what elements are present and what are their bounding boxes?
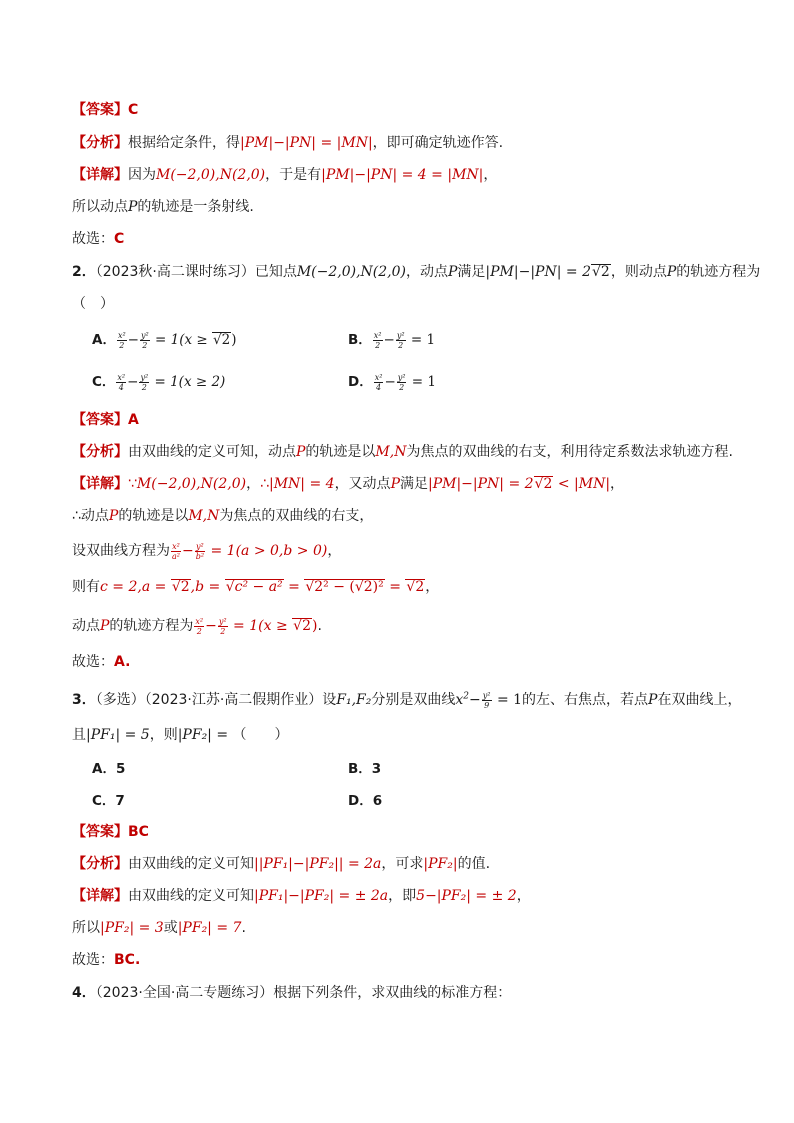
fraction-x2-over-2: $\frac{\text{x²}}{2}$	[373, 330, 382, 350]
option-label: C．	[92, 793, 116, 809]
sqrt: √2² − (√2)²	[305, 579, 384, 595]
fraction-y2-over-9: $\frac{\text{y²}}{9}$	[482, 690, 491, 710]
q2-detail-text-5: ，	[610, 476, 625, 492]
q3-line2-or: 或	[163, 920, 178, 936]
option-label: C．	[92, 374, 116, 390]
q1-choice-line	[72, 229, 124, 249]
q3-answer: BC	[128, 824, 149, 840]
q1-answer: C	[128, 102, 139, 118]
q2-line2-text-3: 为焦点的双曲线的右支，	[219, 508, 374, 524]
therefore-symbol: ∴	[260, 476, 269, 492]
q3-stem2-pf2: |PF₂| =	[177, 727, 233, 743]
q4-number: 4．	[72, 985, 96, 1001]
q3-stem2-text: 且	[72, 727, 86, 743]
q4-stem-line	[72, 983, 511, 1003]
q2-detail-points: M(−2,0),N(2,0)	[136, 476, 247, 492]
q1-analysis-text: 根据给定条件，得	[128, 135, 240, 151]
q4-source: （2023·全国·高二专题练习）	[95, 985, 274, 1001]
q2-stem-sqrt: √2	[591, 264, 610, 280]
q2-stem-p: P	[448, 264, 458, 280]
fraction-x2-over-2: $\frac{\text{x²}}{2}$	[195, 616, 204, 636]
q2-stem-text: 已知点	[254, 264, 297, 280]
answer-tag: 【答案】	[72, 824, 128, 840]
q2-option-d: D． $\frac{\text{x²}}{4}$ − $\frac{\text{y²}}{2}$ = 1	[348, 372, 436, 392]
q2-line5-text-2: 的轨迹方程为	[109, 618, 194, 634]
fraction-y2-over-2: $\frac{\text{y²}}{2}$	[140, 330, 149, 350]
q3-line2-b: |PF₂| = 7	[177, 920, 242, 936]
q2-line4-b: ,b =	[190, 579, 225, 595]
q2-detail-line	[72, 474, 624, 494]
answer-tag: 【答案】	[72, 102, 128, 118]
q3-stem-line-2	[72, 725, 289, 745]
q4-stem: 根据下列条件，求双曲线的标准方程：	[273, 985, 512, 1001]
q2-stem-formula: |PM|−|PN| = 2	[485, 264, 591, 280]
q2-stem-text-3: 满足	[457, 264, 486, 280]
analysis-tag: 【分析】	[72, 856, 128, 872]
q2-detail-text-4: 满足	[399, 476, 428, 492]
q3-option-a	[92, 759, 125, 779]
q2-line5-p: P	[100, 618, 110, 634]
analysis-tag: 【分析】	[72, 444, 128, 460]
q1-conclusion-var: P	[128, 199, 138, 215]
q2-choice-line	[72, 652, 130, 672]
option-value: 6	[372, 793, 383, 809]
sqrt: √c² − a²	[225, 579, 283, 595]
q2-option-b-eq: = 1	[406, 332, 436, 348]
q2-line5-period: .	[317, 618, 322, 634]
q3-detail-formula2: 5−|PF₂| = ± 2	[416, 888, 517, 904]
q1-detail-text: 因为	[128, 167, 156, 183]
q3-analysis-pf2: |PF₂|	[423, 856, 458, 872]
fraction-x2-over-4: $\frac{\text{x²}}{4}$	[374, 372, 383, 392]
q2-line2-text-2: 的轨迹是以	[118, 508, 189, 524]
fraction-y2-over-2: $\frac{\text{y²}}{2}$	[397, 372, 406, 392]
q3-number: 3．	[72, 692, 96, 708]
q2-answer: A	[128, 412, 139, 428]
q2-detail-formula: |PM|−|PN| = 2	[427, 476, 534, 492]
fraction-y2-over-2: $\frac{\text{y²}}{2}$	[396, 330, 405, 350]
q3-choice-line	[72, 950, 140, 970]
q3-option-b	[348, 759, 381, 779]
fraction-y2-over-b2: $\frac{\text{y²}}{\text{b²}}$	[195, 541, 205, 561]
answer-tag: 【答案】	[72, 412, 128, 428]
q1-conclusion-line	[72, 197, 254, 217]
q2-detail-text-3: ，又动点	[334, 476, 391, 492]
q3-stem-text-4: 在双曲线上，	[657, 692, 742, 708]
q2-detail-line-2	[72, 506, 373, 526]
q2-stem-points: M(−2,0),N(2,0)	[296, 264, 406, 280]
q3-analysis-line	[72, 854, 490, 874]
sqrt: √2	[293, 618, 311, 634]
q3-stem-eq-end: = 1	[492, 692, 523, 708]
q3-analysis-text-3: 的值.	[457, 856, 491, 872]
q2-line3-sep: ，	[327, 543, 342, 559]
q2-detail-line-5: 动点P的轨迹方程为 $\frac{\text{x²}}{2}$ − $\frac{\text{y²}}{2}$ = 1(x ≥ √2).	[72, 616, 322, 636]
sqrt-value: 2² − (√2)²	[314, 579, 384, 595]
sqrt-value: 2	[415, 579, 425, 595]
q2-analysis-text-2: 的轨迹是以	[305, 444, 376, 460]
fraction-y2-over-2: $\frac{\text{y²}}{2}$	[218, 616, 227, 636]
fraction-y2-over-2: $\frac{\text{y²}}{2}$	[140, 372, 149, 392]
q1-detail-points: M(−2,0),N(2,0)	[156, 167, 266, 183]
detail-tag: 【详解】	[72, 888, 128, 904]
q2-option-a-end: )	[231, 332, 237, 348]
q3-detail-sep: ，	[516, 888, 531, 904]
q2-detail-p: P	[390, 476, 400, 492]
q3-line2-text: 所以	[72, 920, 100, 936]
fraction-x2-over-4: $\frac{\text{x²}}{4}$	[117, 372, 126, 392]
q2-analysis-text: 由双曲线的定义可知，动点	[128, 444, 296, 460]
sqrt-value: c² − a²	[234, 579, 283, 595]
q2-line4-c: c = 2,a =	[100, 579, 171, 595]
option-label: B．	[348, 332, 372, 348]
option-value: 5	[115, 761, 126, 777]
q2-option-a: A． $\frac{\text{x²}}{2}$ − $\frac{\text{y²}}{2}$ = 1(x ≥ √2)	[92, 330, 237, 350]
sqrt: √2	[534, 476, 553, 492]
q2-source: （2023秋·高二课时练习）	[95, 264, 255, 280]
q3-stem-text-3: 的左、右焦点，若点	[522, 692, 649, 708]
q2-line4-text: 则有	[72, 579, 100, 595]
q2-line2-text: ∴动点	[72, 508, 109, 524]
q2-detail-formula-end: < |MN|	[553, 476, 611, 492]
q2-stem-p2: P	[666, 264, 677, 280]
choice-label: 故选：	[72, 231, 114, 247]
q3-detail-text-2: ，即	[388, 888, 417, 904]
q2-stem-text-5: 的轨迹方程为	[676, 264, 761, 280]
q2-analysis-text-3: 为焦点的双曲线的右支，利用待定系数法求轨迹方程.	[406, 444, 733, 460]
q3-stem2-pf1: |PF₁| = 5	[86, 727, 150, 743]
q2-number: 2．	[72, 264, 96, 280]
q2-option-b: B． $\frac{\text{x²}}{2}$ − $\frac{\text{y²}}{2}$ = 1	[348, 330, 436, 350]
option-label: A．	[92, 761, 116, 777]
q2-analysis-mn: M,N	[375, 444, 407, 460]
q3-detail-line-2	[72, 918, 246, 938]
q2-line5-end: )	[311, 618, 318, 634]
sqrt: √2	[406, 579, 425, 595]
sqrt: √2	[212, 332, 231, 348]
q2-line2-mn: M,N	[188, 508, 220, 524]
detail-tag: 【详解】	[72, 167, 128, 183]
option-value: 3	[371, 761, 382, 777]
q3-stem-foci: F₁,F₂	[336, 692, 372, 708]
q3-stem-text-2: 分别是双曲线	[371, 692, 456, 708]
q2-detail-line-4	[72, 577, 439, 597]
analysis-tag: 【分析】	[72, 135, 128, 151]
option-label: B．	[348, 761, 372, 777]
q2-line3-text: 设双曲线方程为	[72, 543, 170, 559]
q2-line4-eq2: =	[384, 579, 406, 595]
q3-analysis-text-2: ，可求	[381, 856, 424, 872]
q2-blank-line	[72, 294, 114, 314]
option-value: 7	[115, 793, 125, 809]
choice-label: 故选：	[72, 654, 114, 670]
q3-multi: （多选）	[95, 692, 145, 708]
q2-detail-line-3: 设双曲线方程为 $\frac{\text{x²}}{\text{a²}}$ − $\frac{\text{y²}}{\text{b²}}$ = 1(a > 0,b > 0)，	[72, 541, 342, 561]
q1-answer-line	[72, 100, 138, 120]
q3-detail-line	[72, 886, 531, 906]
q3-source: （2023·江苏·高二假期作业）	[144, 692, 323, 708]
q3-detail-formula: |PF₁|−|PF₂| = ± 2a	[254, 888, 389, 904]
q2-detail-sep: ，	[246, 476, 261, 492]
q1-conclusion-text: 所以动点	[72, 199, 128, 215]
q2-analysis-line	[72, 442, 733, 462]
q3-stem-text: 设	[322, 692, 337, 708]
q2-detail-mn: |MN| = 4	[269, 476, 335, 492]
q1-analysis-text-end: ，即可确定轨迹作答.	[372, 135, 504, 151]
q2-blank: （ ）	[72, 296, 114, 312]
q1-choice: C	[114, 231, 125, 247]
option-label: A．	[92, 332, 116, 348]
because-symbol: ∵	[128, 476, 137, 492]
q1-analysis-line	[72, 133, 503, 153]
q1-analysis-formula: |PM|−|PN| = |MN|	[240, 135, 373, 151]
fraction-x2-over-2: $\frac{\text{x²}}{2}$	[117, 330, 126, 350]
q2-stem-line	[72, 262, 760, 282]
q2-line3-cond: = 1(a > 0,b > 0)	[206, 543, 328, 559]
q2-line4-eq: =	[283, 579, 305, 595]
q3-analysis-text: 由双曲线的定义可知	[128, 856, 254, 872]
q3-stem-p: P	[648, 692, 658, 708]
q2-option-c: C． $\frac{\text{x²}}{4}$ − $\frac{\text{y²}}{2}$ = 1(x ≥ 2)	[92, 372, 226, 392]
q2-stem-sqrt-value: 2	[600, 264, 610, 280]
q2-line4-sep: ，	[425, 579, 440, 595]
q1-detail-text-mid: ，于是有	[265, 167, 322, 183]
q2-choice: A.	[114, 654, 131, 670]
q3-option-d	[348, 791, 382, 811]
option-label: D．	[348, 793, 373, 809]
detail-tag: 【详解】	[72, 476, 128, 492]
q1-detail-line	[72, 165, 497, 185]
q1-detail-formula: |PM|−|PN| = 4 = |MN|	[321, 167, 484, 183]
q2-line5-text: 动点	[72, 618, 100, 634]
q2-option-a-cond: = 1(x ≥	[150, 332, 212, 348]
sqrt-value: 2	[543, 476, 553, 492]
q3-line2-a: |PF₂| = 3	[100, 920, 164, 936]
q2-line5-cond: = 1(x ≥	[228, 618, 293, 634]
q1-detail-text-end: ，	[483, 167, 498, 183]
sqrt: √2	[171, 579, 190, 595]
choice-label: 故选：	[72, 952, 114, 968]
q3-choice: BC.	[114, 952, 141, 968]
q3-stem-line: 3．（多选）（2023·江苏·高二假期作业）设F₁,F₂分别是双曲线$x^2-$ $\frac{\text{y²}}{9}$ = 1的左、右焦点，若点P在双曲线上，	[72, 690, 742, 710]
q2-analysis-p: P	[296, 444, 306, 460]
q3-stem2-blank: （ ）	[232, 727, 289, 743]
q2-option-c-cond: = 1(x ≥ 2)	[150, 374, 226, 390]
q2-stem-text-4: ，则动点	[610, 264, 667, 280]
q2-stem-text-2: ，动点	[406, 264, 448, 280]
q3-line2-end: .	[241, 920, 246, 936]
sqrt-value: 2	[180, 579, 190, 595]
q2-answer-line	[72, 410, 139, 430]
q3-analysis-formula: ||PF₁|−|PF₂|| = 2a	[254, 856, 382, 872]
q3-answer-line	[72, 822, 149, 842]
q3-stem2-text-2: ，则	[149, 727, 178, 743]
q1-conclusion-text-end: 的轨迹是一条射线.	[137, 199, 254, 215]
q3-option-c	[92, 791, 125, 811]
q2-option-d-eq: = 1	[407, 374, 436, 390]
sqrt-value: 2	[302, 618, 311, 634]
option-label: D．	[348, 374, 373, 390]
q2-line2-p: P	[108, 508, 119, 524]
sqrt-value: 2	[221, 332, 231, 348]
fraction-x2-over-a2: $\frac{\text{x²}}{\text{a²}}$	[172, 541, 180, 561]
q3-detail-text: 由双曲线的定义可知	[128, 888, 254, 904]
